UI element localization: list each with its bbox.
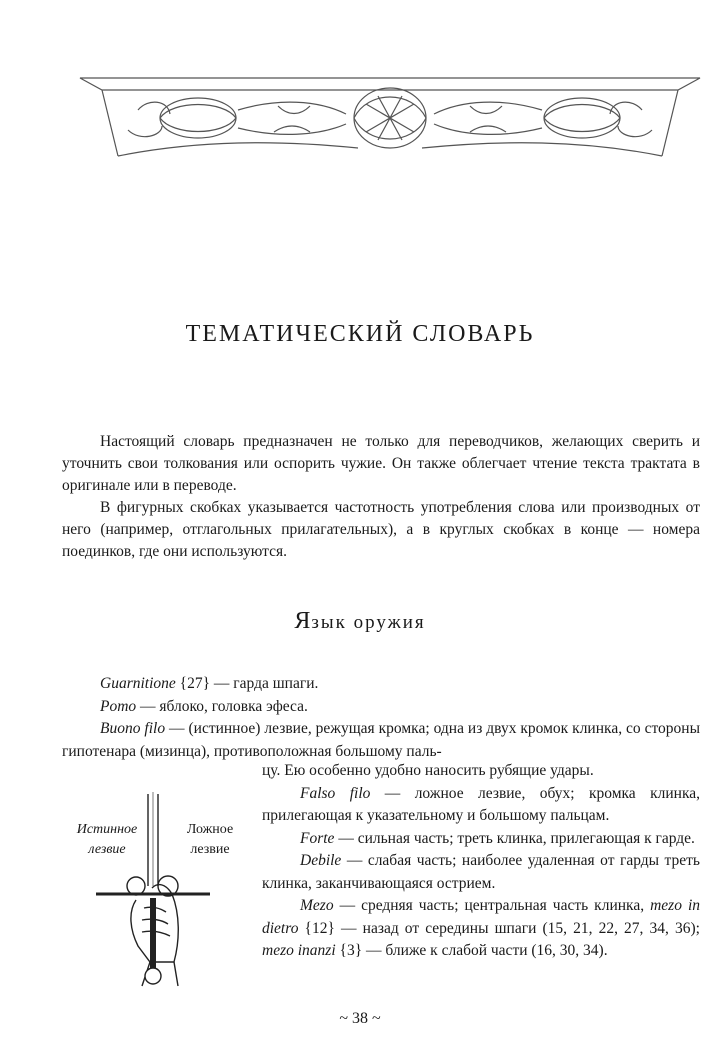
decorative-header-ornament-icon <box>78 70 702 160</box>
sword-grip-figure <box>62 790 252 990</box>
entry-buono-filo <box>62 718 700 763</box>
entry-falso-filo <box>262 783 700 828</box>
intro-paragraph-2: В фигурных скобках указывается частотность употребления слова или производных от него (например, отглагольных прилагательных), а в круглых скобках в конце — номера поединков, где они используются. <box>62 499 700 560</box>
entry-guarnitione <box>62 673 700 696</box>
section-heading-rest: зык оружия <box>311 612 426 633</box>
entry-frequency: {3} <box>335 942 363 959</box>
entry-definition: — сильная часть; треть клинка, прилегающая к гарде. <box>334 829 695 847</box>
entry-term: Forte <box>300 829 335 847</box>
intro-text <box>62 431 700 563</box>
entry-definition: — ближе к слабой части (16, 30, 34). <box>362 942 608 959</box>
entry-term: Pomo <box>100 697 137 715</box>
entry-term: Buono filo <box>100 720 166 737</box>
entry-definition: — (истинное) лезвие, режущая кромка; одна из двух кромок клинка, со стороны гипотенара (мизинца), противоположная большому паль- <box>62 720 700 760</box>
entry-forte <box>262 828 700 851</box>
entry-term: Falso filo <box>300 784 371 802</box>
entry-definition: — гарда шпаги. <box>210 675 319 692</box>
entry-frequency: {27} <box>175 675 211 692</box>
entry-mezo <box>262 895 700 963</box>
entry-definition: — слабая часть; наиболее удаленная от гарды треть клинка, заканчивающаяся острием. <box>262 852 700 892</box>
entry-term: Mezo <box>300 897 334 914</box>
section-heading <box>0 608 720 635</box>
intro-paragraph-1: Настоящий словарь предназначен не только для переводчиков, желающих сверить и уточнить свои толкования или оспорить чужие. Он также облегчает чтение текста трактата в оригинале или в переводе. <box>62 433 700 494</box>
entry-pomo <box>62 696 700 719</box>
entry-definition: — яблоко, головка эфеса. <box>136 697 308 715</box>
page-title: ТЕМАТИЧЕСКИЙ СЛОВАРЬ <box>185 321 535 347</box>
figure-label-false-edge: Ложное лезвие <box>186 822 234 857</box>
entry-subterm: mezo in dietro <box>262 897 700 937</box>
entry-definition: — назад от середины шпаги (15, 21, 22, 27, 34, 36); <box>334 919 700 937</box>
entry-term: Debile <box>300 852 342 869</box>
entry-term: Guarnitione <box>100 675 176 692</box>
dictionary-entries-wrapped <box>262 760 700 963</box>
figure-label-true-edge: Истинное лезвие <box>76 822 138 857</box>
entry-definition: — ложное лезвие, обух; кромка клинка, прилегающая к указательному и большому пальцам. <box>262 784 700 824</box>
hand-holding-sword-icon <box>62 790 252 990</box>
dictionary-entries <box>62 673 700 763</box>
entry-definition: — средняя часть; центральная часть клинка, <box>333 897 651 914</box>
section-heading-initial: Я <box>294 608 312 634</box>
entry-subterm: mezo inanzi <box>262 942 336 959</box>
entry-buono-filo-continued: цу. Ею особенно удобно наносить рубящие удары. <box>262 762 594 779</box>
page-number: ~ 38 ~ <box>339 1010 381 1027</box>
entry-debile <box>262 850 700 895</box>
entry-frequency: {12} <box>298 919 335 937</box>
